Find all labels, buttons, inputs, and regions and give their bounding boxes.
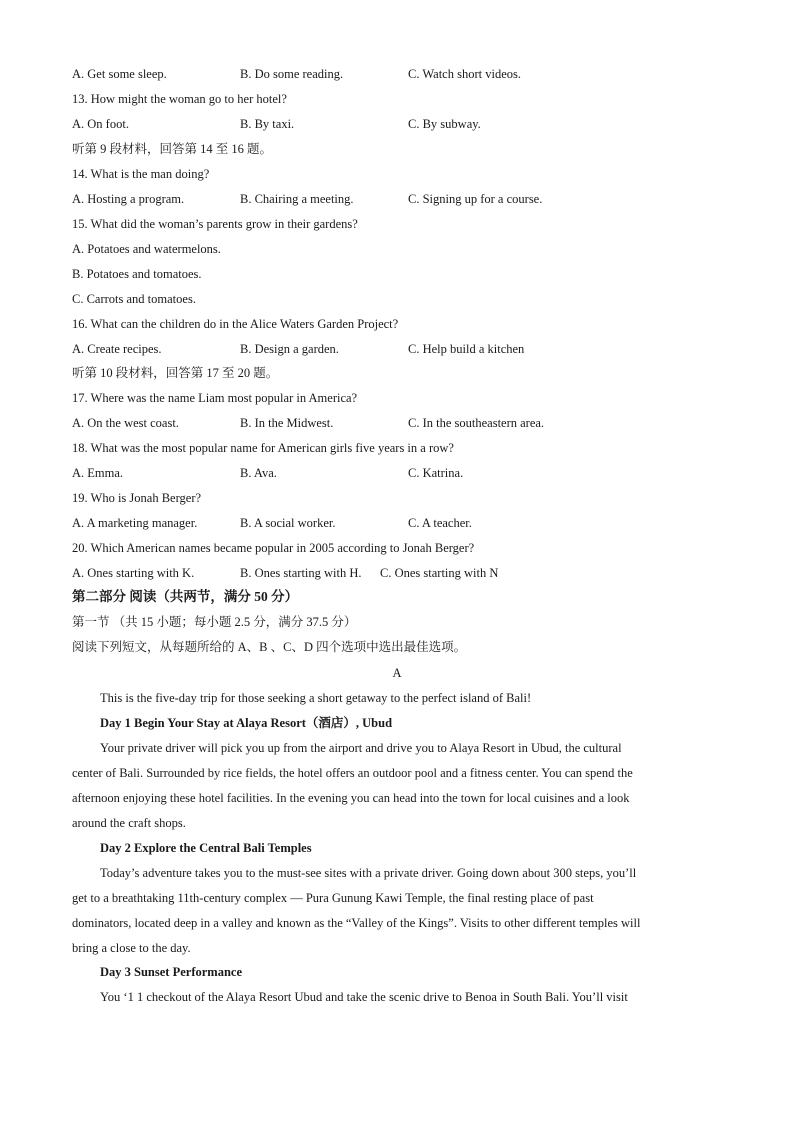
q14-option-c: C. Signing up for a course. (408, 192, 543, 206)
q15-question: 15. What did the woman’s parents grow in their gardens? (72, 217, 358, 231)
day1-line: around the craft shops. (72, 816, 186, 830)
q19-option-b: B. A social worker. (240, 516, 336, 530)
day2-line: get to a breathtaking 11th-century complex — Pura Gunung Kawi Temple, the final resting place of past (72, 891, 594, 905)
q16-question: 16. What can the children do in the Alice Waters Garden Project? (72, 317, 399, 331)
q14-option-a: A. Hosting a program. (72, 192, 185, 206)
q17-option-c: C. In the southeastern area. (408, 416, 545, 430)
q20-question: 20. Which American names became popular in 2005 according to Jonah Berger? (72, 541, 475, 555)
q19-option-a: A. A marketing manager. (72, 516, 198, 530)
q16-option-b: B. Design a garden. (240, 342, 339, 356)
q12-option-c: C. Watch short videos. (408, 67, 521, 81)
part2-heading: 第二部分 阅读（共两节，满分 50 分） (72, 589, 299, 604)
day1-title: Day 1 Begin Your Stay at Alaya Resort（酒店）, Ubud (100, 716, 393, 730)
q17-option-b: B. In the Midwest. (240, 416, 334, 430)
q18-option-a: A. Emma. (72, 466, 124, 480)
day2-line: Today’s adventure takes you to the must-see sites with a private driver. Going down about 300 steps, you’ll (100, 866, 637, 880)
q16-option-c: C. Help build a kitchen (408, 342, 525, 356)
q13-option-b: B. By taxi. (240, 117, 295, 131)
q16-option-a: A. Create recipes. (72, 342, 162, 356)
q19-question: 19. Who is Jonah Berger? (72, 491, 202, 505)
day3-line: You ‘1 1 checkout of the Alaya Resort Ubud and take the scenic drive to Benoa in South Bali. You’ll visit (100, 990, 628, 1004)
q14-question: 14. What is the man doing? (72, 167, 210, 181)
day1-line: Your private driver will pick you up from the airport and drive you to Alaya Resort in Ubud, the cultural (100, 741, 622, 755)
q12-option-a: A. Get some sleep. (72, 67, 167, 81)
day2-title: Day 2 Explore the Central Bali Temples (100, 841, 312, 855)
q17-question: 17. Where was the name Liam most popular in America? (72, 391, 358, 405)
section1-heading: 第一节 （共 15 小题；每小题 2.5 分，满分 37.5 分） (72, 615, 357, 629)
q20-option-a: A. Ones starting with K. (72, 566, 195, 580)
section9-instruction: 听第 9 段材料，回答第 14 至 16 题。 (72, 142, 273, 156)
day1-line: afternoon enjoying these hotel facilities. In the evening you can head into the town for local cuisines and a look (72, 791, 630, 805)
q15-option-b: B. Potatoes and tomatoes. (72, 267, 202, 281)
q18-option-b: B. Ava. (240, 466, 277, 480)
day2-line: dominators, located deep in a valley and known as the “Valley of the Kings”. Visits to other different temples will (72, 916, 641, 930)
q15-option-a: A. Potatoes and watermelons. (72, 242, 221, 256)
day2-line: bring a close to the day. (72, 941, 191, 955)
day3-title: Day 3 Sunset Performance (100, 965, 242, 979)
q13-question: 13. How might the woman go to her hotel? (72, 92, 287, 106)
q20-option-b: B. Ones starting with H. (240, 566, 362, 580)
passage-label: A (392, 666, 402, 680)
day1-line: center of Bali. Surrounded by rice fields, the hotel offers an outdoor pool and a fitness center. You can spend the (72, 766, 633, 780)
q13-option-a: A. On foot. (72, 117, 129, 131)
q12-option-b: B. Do some reading. (240, 67, 344, 81)
q20-option-c: C. Ones starting with N (380, 566, 499, 580)
q19-option-c: C. A teacher. (408, 516, 472, 530)
q17-option-a: A. On the west coast. (72, 416, 179, 430)
q18-option-c: C. Katrina. (408, 466, 464, 480)
section10-instruction: 听第 10 段材料，回答第 17 至 20 题。 (72, 366, 279, 380)
passage-intro: This is the five-day trip for those seeking a short getaway to the perfect island of Bali! (100, 691, 532, 705)
q15-option-c: C. Carrots and tomatoes. (72, 292, 196, 306)
q14-option-b: B. Chairing a meeting. (240, 192, 354, 206)
q18-question: 18. What was the most popular name for American girls five years in a row? (72, 441, 454, 455)
reading-instruction: 阅读下列短文，从每题所给的 A、B 、C、D 四个选项中选出最佳选项。 (72, 640, 467, 654)
q13-option-c: C. By subway. (408, 117, 481, 131)
